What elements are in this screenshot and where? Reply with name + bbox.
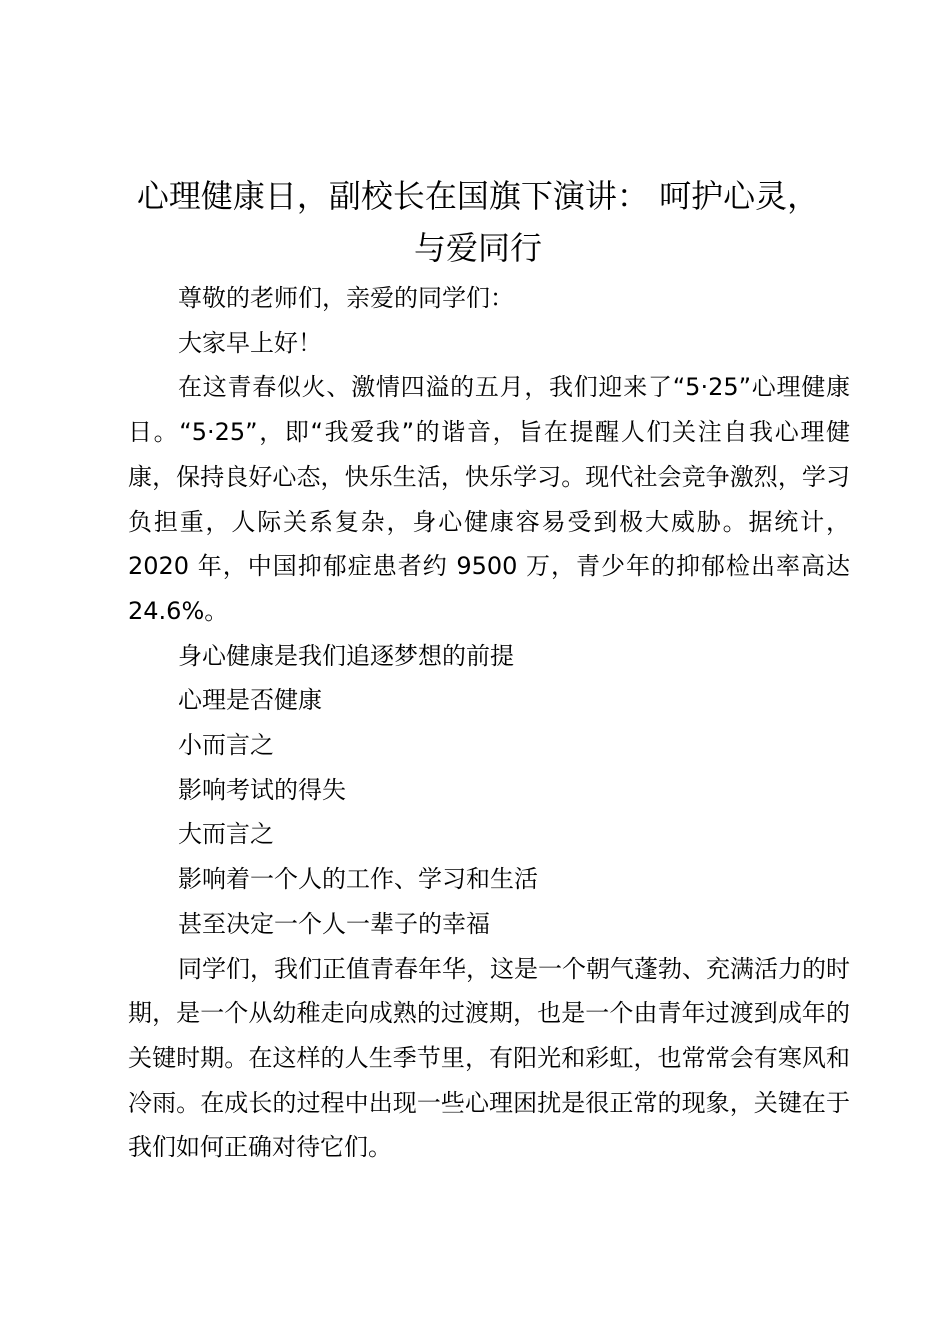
paragraph-line: 身心健康是我们追逐梦想的前提 (178, 641, 514, 670)
paragraph-line: 小而言之 (178, 731, 274, 760)
paragraph-good-morning: 大家早上好！ (178, 328, 322, 357)
paragraph-greeting: 尊敬的老师们，亲爱的同学们： (178, 284, 514, 312)
document-body (128, 276, 850, 1170)
paragraph-line: 大而言之 (178, 820, 274, 849)
document-title: 心理健康日，副校长在国旗下演讲： 呵护心灵，与爱同行 (136, 177, 820, 267)
paragraph-line: 甚至决定一个人一辈子的幸福 (178, 909, 490, 938)
paragraph-line: 影响考试的得失 (178, 775, 346, 804)
paragraph-line: 影响着一个人的工作、学习和生活 (178, 865, 538, 894)
paragraph-line: 心理是否健康 (178, 686, 322, 715)
paragraph-intro: 在这青春似火、激情四溢的五月，我们迎来了“5·25”心理健康日。“5·25”，即“我爱我”的谐音，旨在提醒人们关注自我心理健康，保持良好心态，快乐生活，快乐学习。现代社会竞争激烈，学习负担重，人际关系复杂，身心健康容易受到极大威胁。据统计，2020 年，中国抑郁症患者约 9500 万，青少年的抑郁检出率高达 24.6%。 (128, 373, 850, 625)
paragraph-closing: 同学们，我们正值青春年华，这是一个朝气蓬勃、充满活力的时期，是一个从幼稚走向成熟的过渡期，也是一个由青年过渡到成年的关键时期。在这样的人生季节里，有阳光和彩虹，也常常会有寒风和冷雨。在成长的过程中出现一些心理困扰是很正常的现象，关键在于我们如何正确对待它们。 (128, 954, 850, 1162)
